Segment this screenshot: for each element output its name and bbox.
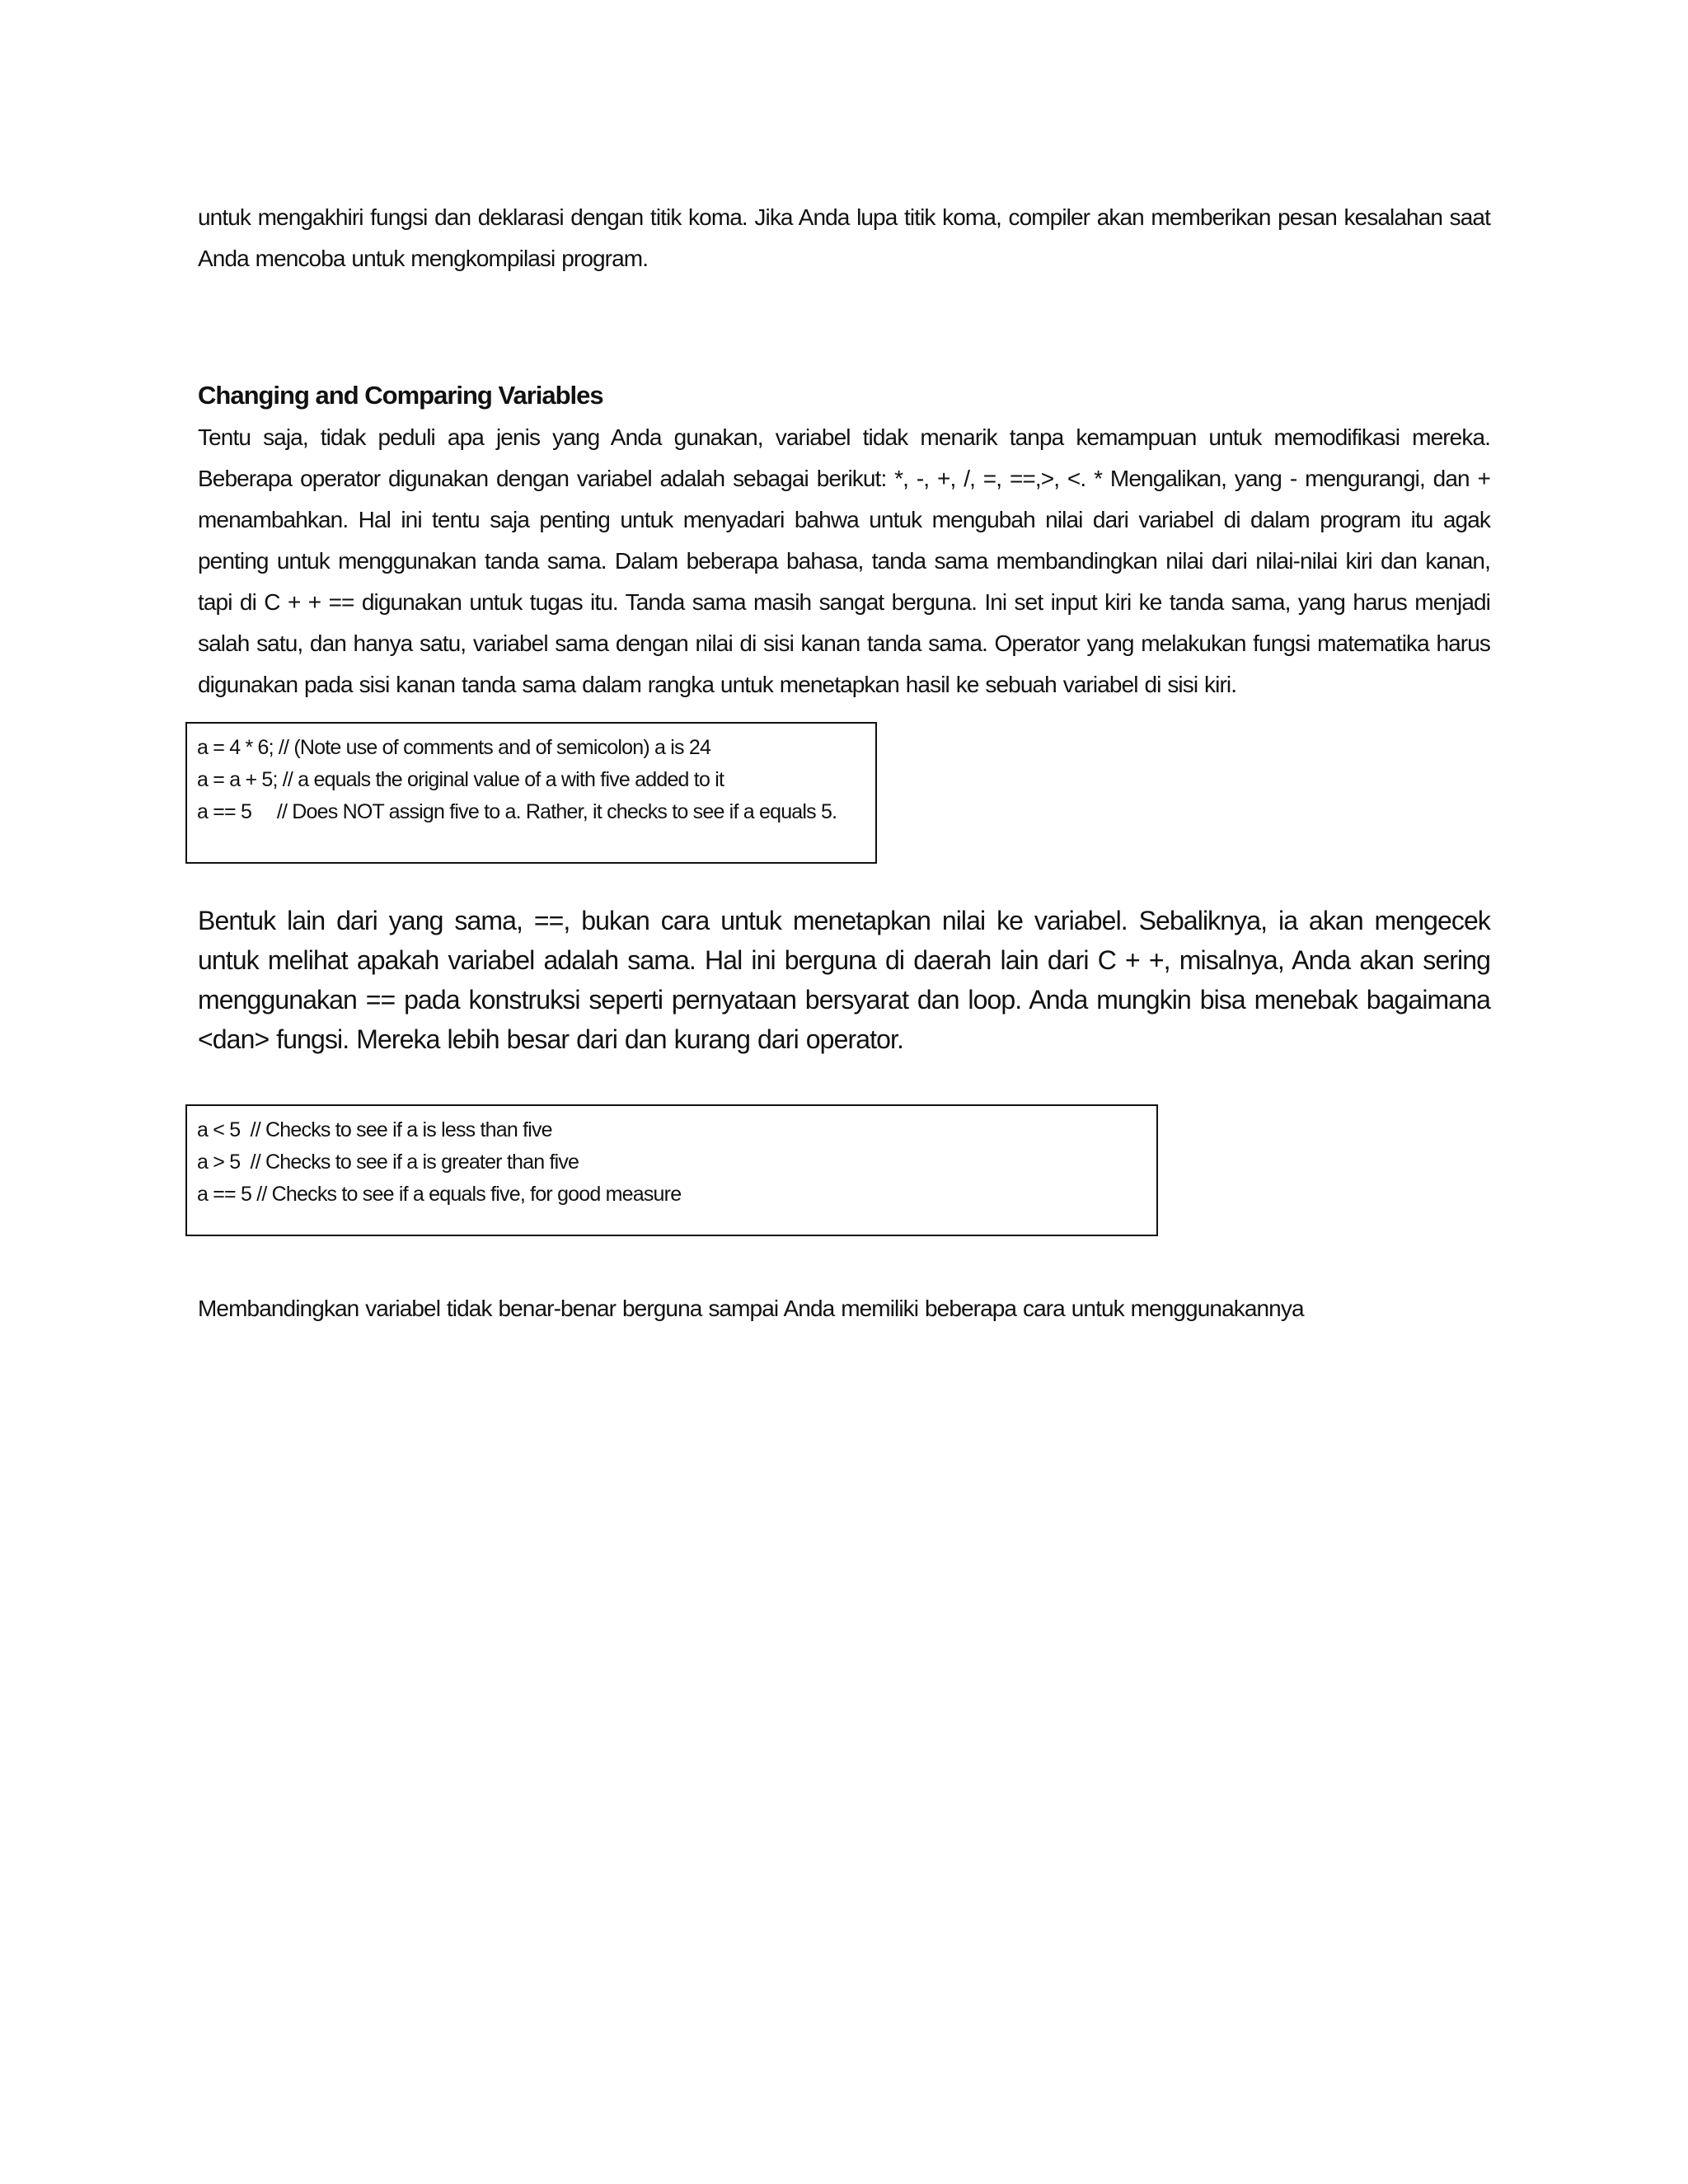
- section-heading: Changing and Comparing Variables: [198, 381, 603, 410]
- code-line: a > 5 // Checks to see if a is greater than five: [197, 1151, 579, 1174]
- code-example-box-comparison: [185, 1104, 1158, 1236]
- body-paragraph-operators: Tentu saja, tidak peduli apa jenis yang Anda gunakan, variabel tidak menarik tanpa kemampuan untuk memodifikasi mereka. Beberapa operator digunakan dengan variabel adalah sebagai berikut: *, -, +, /, =, ==,>, <. * Mengalikan, yang - mengurangi, dan + menambahkan. Hal ini tentu saja penting untuk menyadari bahwa untuk mengubah nilai dari variabel di dalam program itu agak penting untuk menggunakan tanda sama. Dalam beberapa bahasa, tanda sama membandingkan nilai dari nilai-nilai kiri dan kanan, tapi di C + + == digunakan untuk tugas itu. Tanda sama masih sangat berguna. Ini set input kiri ke tanda sama, yang harus menjadi salah satu, dan hanya satu, variabel sama dengan nilai di sisi kanan tanda sama. Operator yang melakukan fungsi matematika harus digunakan pada sisi kanan tanda sama dalam rangka untuk menetapkan hasil ke sebuah variabel di sisi kiri.: [198, 424, 1490, 697]
- body-paragraph-equality: Bentuk lain dari yang sama, ==, bukan cara untuk menetapkan nilai ke variabel. Sebaliknya, ia akan mengecek untuk melihat apakah variabel adalah sama. Hal ini berguna di daerah lain dari C + +, misalnya, Anda akan sering menggunakan == pada konstruksi seperti pernyataan bersyarat dan loop. Anda mungkin bisa menebak bagaimana <dan> fungsi. Mereka lebih besar dari dan kurang dari operator.: [198, 906, 1490, 1054]
- code-line: a = 4 * 6; // (Note use of comments and of semicolon) a is 24: [197, 736, 711, 759]
- code-line: a == 5 // Checks to see if a equals five, for good measure: [197, 1183, 682, 1206]
- code-line: a = a + 5; // a equals the original value of a with five added to it: [197, 768, 724, 791]
- final-paragraph: Membandingkan variabel tidak benar-benar berguna sampai Anda memiliki beberapa cara untuk menggunakannya: [198, 1296, 1304, 1321]
- code-example-box-assignment: [185, 722, 877, 864]
- code-line: a == 5 // Does NOT assign five to a. Rather, it checks to see if a equals 5.: [197, 800, 837, 823]
- code-line: a < 5 // Checks to see if a is less than five: [197, 1118, 552, 1141]
- intro-paragraph: untuk mengakhiri fungsi dan deklarasi dengan titik koma. Jika Anda lupa titik koma, compiler akan memberikan pesan kesalahan saat Anda mencoba untuk mengkompilasi program.: [198, 204, 1490, 271]
